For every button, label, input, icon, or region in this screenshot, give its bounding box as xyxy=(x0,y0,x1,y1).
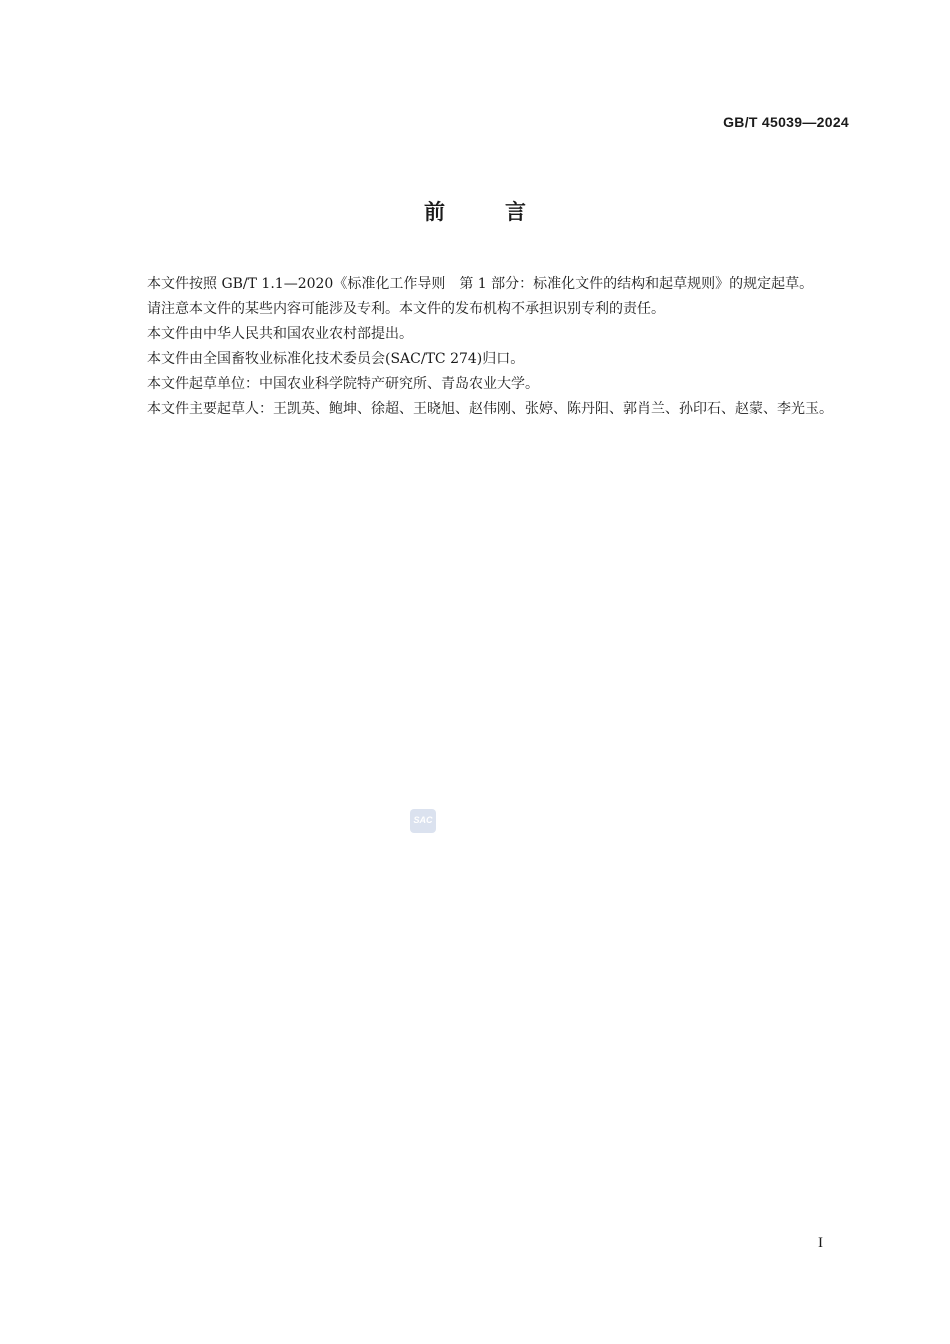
paragraph-patent-notice: 请注意本文件的某些内容可能涉及专利。本文件的发布机构不承担识别专利的责任。 xyxy=(147,301,665,317)
paragraph-drafting-units: 本文件起草单位：中国农业科学院特产研究所、青岛农业大学。 xyxy=(147,376,539,392)
sac-watermark-logo xyxy=(410,809,436,833)
paragraph-drafters: 本文件主要起草人：王凯英、鲍坤、徐超、王晓旭、赵伟刚、张婷、陈丹阳、郭肖兰、孙印石、赵蒙、李光玉。 xyxy=(147,401,833,417)
paragraph-drafting-rules: 本文件按照 GB/T 1.1—2020《标准化工作导则 第 1 部分：标准化文件的结构和起草规则》的规定起草。 xyxy=(147,276,814,292)
paragraph-technical-committee: 本文件由全国畜牧业标准化技术委员会(SAC/TC 274)归口。 xyxy=(147,351,525,367)
preface-body xyxy=(114,272,850,422)
paragraph-proposer: 本文件由中华人民共和国农业农村部提出。 xyxy=(147,326,413,342)
page-title: 前言 xyxy=(424,200,586,224)
watermark-text: SAC xyxy=(413,815,433,825)
page-number: I xyxy=(818,1235,823,1251)
standard-number: GB/T 45039—2024 xyxy=(723,114,849,130)
